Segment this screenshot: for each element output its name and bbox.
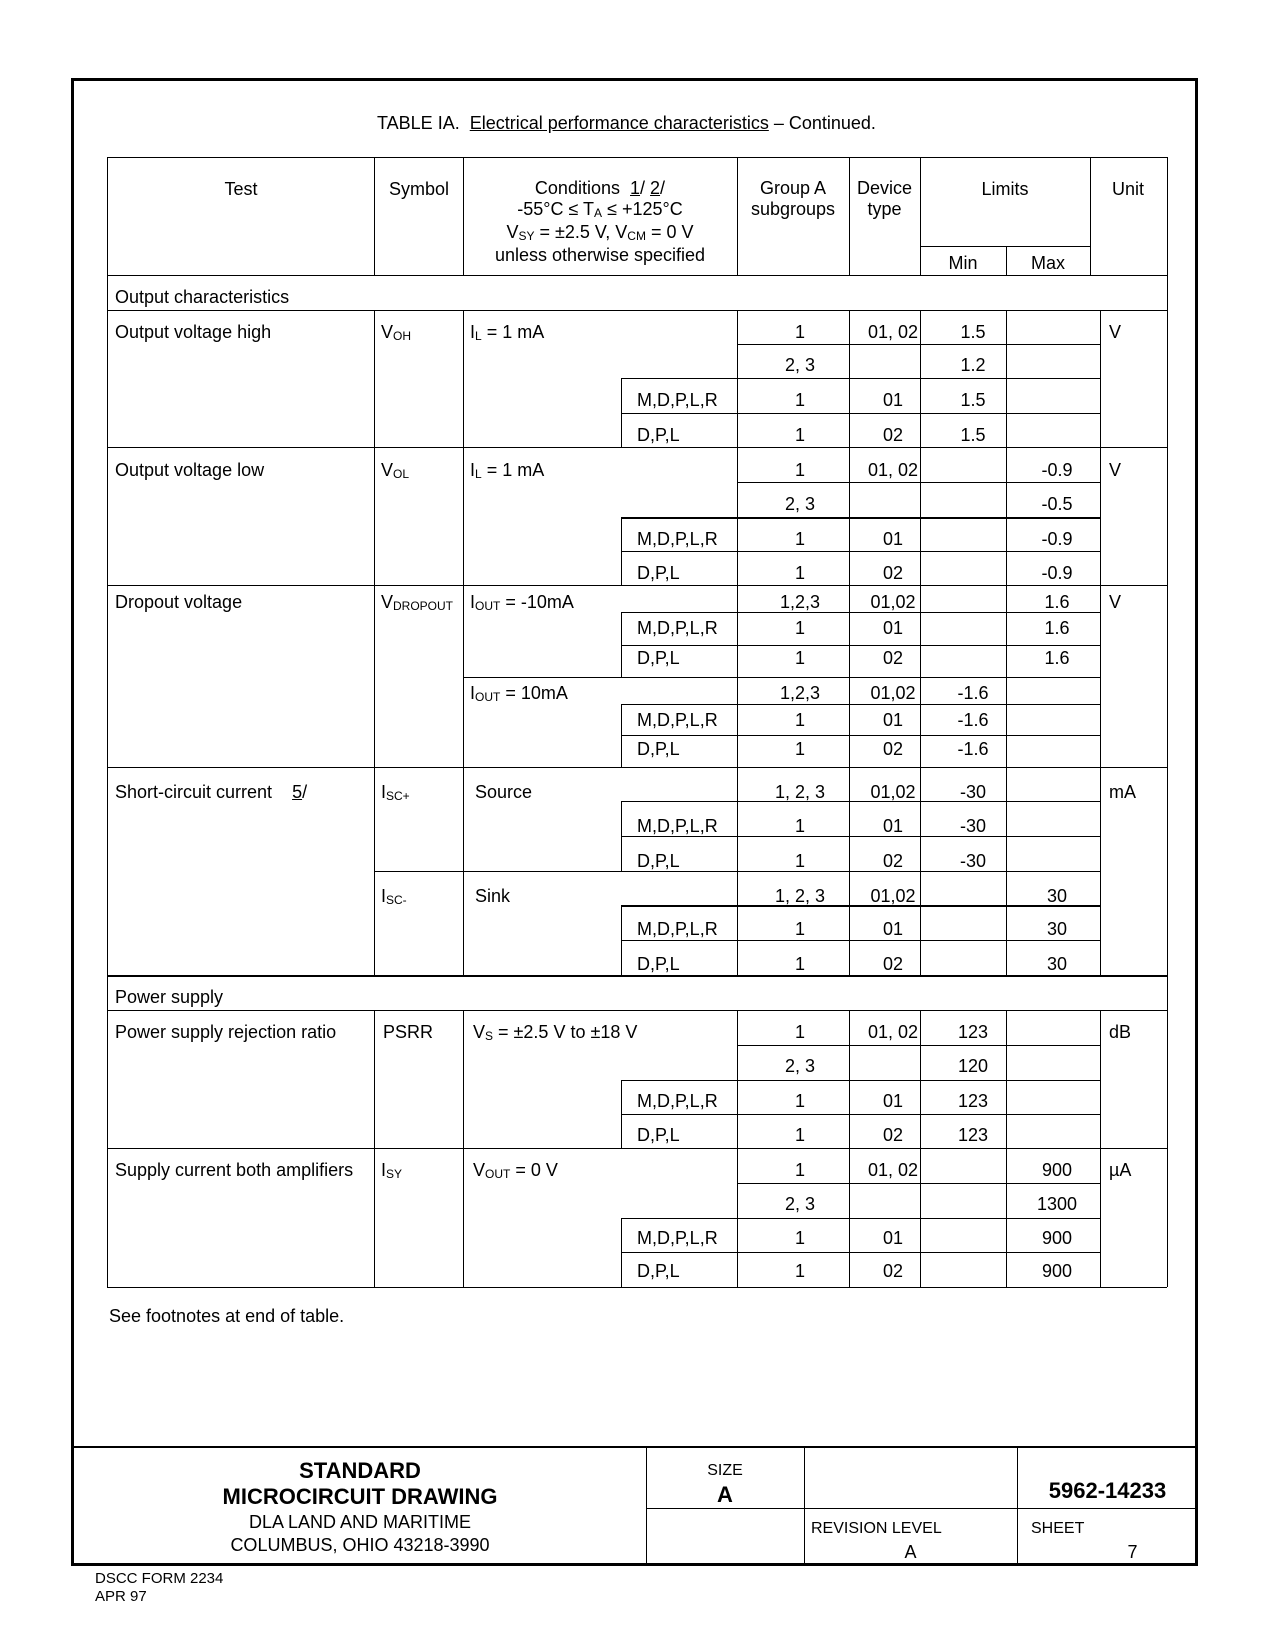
cell-max: 30 bbox=[1046, 954, 1068, 974]
cell-min: -1.6 bbox=[957, 739, 989, 759]
test-unit: dB bbox=[1109, 1022, 1132, 1042]
cell-subgroup: 1 bbox=[794, 529, 806, 549]
section-output: Output characteristics bbox=[115, 287, 290, 307]
cell-subgroup: 1 bbox=[794, 710, 806, 730]
cell-min: -1.6 bbox=[957, 683, 989, 703]
cell-device-type: 02 bbox=[882, 1125, 904, 1145]
title-agency: DLA LAND AND MARITIME bbox=[248, 1512, 472, 1532]
header-conditions: Conditions 1/ 2/ $-55^\circ C \le T_A \le +125^\circ C$ $V_{SY} = \pm 2.5$ V, $V_{CM} = 0$ V unless otherwise specified bbox=[494, 178, 706, 265]
cell-max: 900 bbox=[1041, 1228, 1073, 1248]
test-name: Output voltage low bbox=[115, 460, 265, 480]
test-symbol: $I_{SY}$ bbox=[381, 1160, 403, 1181]
cell-max: -0.5 bbox=[1041, 494, 1073, 514]
cell-subgroup: 1 bbox=[794, 322, 806, 342]
cell-device-type: 01 bbox=[882, 1228, 904, 1248]
cell-max: -0.9 bbox=[1041, 460, 1073, 480]
cell-min: 1.5 bbox=[960, 322, 986, 342]
cell-min: -1.6 bbox=[957, 710, 989, 730]
header-device-type: Device type bbox=[856, 178, 913, 219]
cell-device-type: 01, 02 bbox=[867, 322, 919, 342]
cell-device-type: 02 bbox=[882, 648, 904, 668]
cell-device-type: 02 bbox=[882, 954, 904, 974]
cell-subgroup: 1 bbox=[794, 1160, 806, 1180]
cell-min: 1.2 bbox=[960, 355, 986, 375]
cell-condition: D,P,L bbox=[637, 1125, 680, 1145]
cell-subgroup: 1 bbox=[794, 1125, 806, 1145]
test-condition: $V_S = \pm 2.5$ V to ±18 V bbox=[473, 1022, 638, 1043]
cell-condition: M,D,P,L,R bbox=[637, 529, 718, 549]
test-condition: $I_{OUT} = -10mA$ bbox=[470, 592, 574, 613]
test-name: Supply current both amplifiers bbox=[115, 1160, 354, 1180]
title-address: COLUMBUS, OHIO 43218-3990 bbox=[230, 1535, 490, 1555]
cell-max: 1.6 bbox=[1044, 618, 1070, 638]
test-symbol: $I_{SC-}$ bbox=[381, 886, 407, 907]
cell-condition: D,P,L bbox=[637, 563, 680, 583]
header-group-a: Group A subgroups bbox=[750, 178, 836, 219]
title-standard: STANDARD bbox=[299, 1458, 421, 1483]
test-unit: V bbox=[1109, 460, 1122, 480]
cell-subgroup: 1 bbox=[794, 1022, 806, 1042]
cell-device-type: 02 bbox=[882, 739, 904, 759]
cell-device-type: 01 bbox=[882, 618, 904, 638]
test-condition: $I_{OUT} = 10mA$ bbox=[470, 683, 568, 704]
cell-device-type: 01 bbox=[882, 1091, 904, 1111]
cell-device-type: 01 bbox=[882, 919, 904, 939]
cell-device-type: 02 bbox=[882, 563, 904, 583]
cell-device-type: 01, 02 bbox=[867, 1022, 919, 1042]
size-value: A bbox=[717, 1482, 733, 1507]
test-name: Output voltage high bbox=[115, 322, 272, 342]
cell-subgroup: 1,2,3 bbox=[779, 683, 821, 703]
cell-subgroup: 1 bbox=[794, 851, 806, 871]
test-name: Power supply rejection ratio bbox=[115, 1022, 337, 1042]
header-limits: Limits bbox=[981, 179, 1029, 199]
cell-max: 1.6 bbox=[1044, 592, 1070, 612]
size-label: SIZE bbox=[707, 1462, 743, 1479]
cell-subgroup: 2, 3 bbox=[784, 1194, 816, 1214]
cell-min: 1.5 bbox=[960, 425, 986, 445]
document-number: 5962-14233 bbox=[1048, 1478, 1167, 1503]
test-name: Short-circuit current 5/ bbox=[115, 782, 308, 802]
cell-subgroup: 1 bbox=[794, 648, 806, 668]
test-condition: Sink bbox=[475, 886, 511, 906]
header-symbol: Symbol bbox=[388, 179, 450, 199]
test-name: Dropout voltage bbox=[115, 592, 243, 612]
test-symbol: $V_{OL}$ bbox=[381, 460, 410, 481]
cell-device-type: 01, 02 bbox=[867, 1160, 919, 1180]
cell-condition: M,D,P,L,R bbox=[637, 710, 718, 730]
cell-subgroup: 1 bbox=[794, 460, 806, 480]
cell-condition: M,D,P,L,R bbox=[637, 390, 718, 410]
cell-subgroup: 1 bbox=[794, 1228, 806, 1248]
sheet-label: SHEET bbox=[1031, 1520, 1085, 1537]
cell-condition: D,P,L bbox=[637, 739, 680, 759]
title-microcircuit: MICROCIRCUIT DRAWING bbox=[222, 1484, 498, 1509]
cell-subgroup: 1 bbox=[794, 563, 806, 583]
cell-subgroup: 1, 2, 3 bbox=[774, 782, 826, 802]
cell-min: 123 bbox=[957, 1022, 989, 1042]
cell-max: 30 bbox=[1046, 886, 1068, 906]
revision-label: REVISION LEVEL bbox=[811, 1520, 942, 1537]
cell-subgroup: 1 bbox=[794, 1091, 806, 1111]
cell-min: -30 bbox=[959, 816, 987, 836]
cell-max: 1.6 bbox=[1044, 648, 1070, 668]
cell-max: 30 bbox=[1046, 919, 1068, 939]
cell-condition: M,D,P,L,R bbox=[637, 816, 718, 836]
cell-device-type: 01 bbox=[882, 390, 904, 410]
test-symbol: $V_{DROPOUT}$ bbox=[381, 592, 454, 613]
test-unit: mA bbox=[1109, 782, 1136, 802]
test-condition: Source bbox=[475, 782, 533, 802]
cell-condition: M,D,P,L,R bbox=[637, 618, 718, 638]
header-max: Max bbox=[1030, 253, 1066, 273]
cell-device-type: 02 bbox=[882, 425, 904, 445]
cell-device-type: 01, 02 bbox=[867, 460, 919, 480]
test-condition: $I_L = 1$ mA bbox=[470, 460, 545, 481]
cell-subgroup: 2, 3 bbox=[784, 355, 816, 375]
cell-min: 1.5 bbox=[960, 390, 986, 410]
sheet-number: 7 bbox=[1127, 1542, 1138, 1562]
cell-min: 123 bbox=[957, 1091, 989, 1111]
cell-device-type: 01 bbox=[882, 816, 904, 836]
cell-min: -30 bbox=[959, 851, 987, 871]
cell-max: 900 bbox=[1041, 1261, 1073, 1281]
test-condition: $V_{OUT} = 0$ V bbox=[473, 1160, 558, 1181]
test-symbol: $I_{SC+}$ bbox=[381, 782, 410, 803]
cell-subgroup: 1 bbox=[794, 816, 806, 836]
cell-condition: D,P,L bbox=[637, 648, 680, 668]
table-title: TABLE IA. Electrical performance characteristics – Continued. bbox=[377, 113, 876, 133]
test-unit: V bbox=[1109, 592, 1122, 612]
cell-subgroup: 1 bbox=[794, 425, 806, 445]
cell-condition: D,P,L bbox=[637, 1261, 680, 1281]
cell-device-type: 01,02 bbox=[870, 886, 916, 906]
cell-device-type: 01,02 bbox=[870, 683, 916, 703]
header-test: Test bbox=[224, 179, 258, 199]
cell-max: 1300 bbox=[1036, 1194, 1078, 1214]
test-symbol: $V_{OH}$ bbox=[381, 322, 412, 343]
cell-device-type: 01 bbox=[882, 710, 904, 730]
cell-max: -0.9 bbox=[1041, 563, 1073, 583]
cell-subgroup: 2, 3 bbox=[784, 1056, 816, 1076]
cell-condition: D,P,L bbox=[637, 954, 680, 974]
cell-subgroup: 1 bbox=[794, 954, 806, 974]
form-id: DSCC FORM 2234 APR 97 bbox=[95, 1570, 224, 1605]
cell-subgroup: 1 bbox=[794, 739, 806, 759]
header-min: Min bbox=[948, 253, 978, 273]
cell-condition: D,P,L bbox=[637, 425, 680, 445]
cell-condition: M,D,P,L,R bbox=[637, 1228, 718, 1248]
cell-condition: M,D,P,L,R bbox=[637, 1091, 718, 1111]
cell-min: -30 bbox=[959, 782, 987, 802]
test-unit: V bbox=[1109, 322, 1122, 342]
test-condition: $I_L = 1$ mA bbox=[470, 322, 545, 343]
cell-condition: D,P,L bbox=[637, 851, 680, 871]
cell-subgroup: 1, 2, 3 bbox=[774, 886, 826, 906]
header-unit: Unit bbox=[1111, 179, 1145, 199]
cell-condition: M,D,P,L,R bbox=[637, 919, 718, 939]
cell-max: 900 bbox=[1041, 1160, 1073, 1180]
cell-subgroup: 1 bbox=[794, 1261, 806, 1281]
cell-device-type: 01,02 bbox=[870, 592, 916, 612]
cell-min: 123 bbox=[957, 1125, 989, 1145]
cell-device-type: 02 bbox=[882, 1261, 904, 1281]
cell-subgroup: 2, 3 bbox=[784, 494, 816, 514]
cell-subgroup: 1 bbox=[794, 919, 806, 939]
test-symbol: PSRR bbox=[383, 1022, 434, 1042]
cell-min: 120 bbox=[957, 1056, 989, 1076]
test-unit: µA bbox=[1109, 1160, 1132, 1180]
cell-subgroup: 1 bbox=[794, 390, 806, 410]
cell-device-type: 01 bbox=[882, 529, 904, 549]
revision-value: A bbox=[904, 1542, 917, 1562]
cell-device-type: 02 bbox=[882, 851, 904, 871]
footnote-note: See footnotes at end of table. bbox=[109, 1306, 345, 1326]
cell-subgroup: 1,2,3 bbox=[779, 592, 821, 612]
cell-max: -0.9 bbox=[1041, 529, 1073, 549]
cell-subgroup: 1 bbox=[794, 618, 806, 638]
section-power: Power supply bbox=[115, 987, 224, 1007]
cell-device-type: 01,02 bbox=[870, 782, 916, 802]
